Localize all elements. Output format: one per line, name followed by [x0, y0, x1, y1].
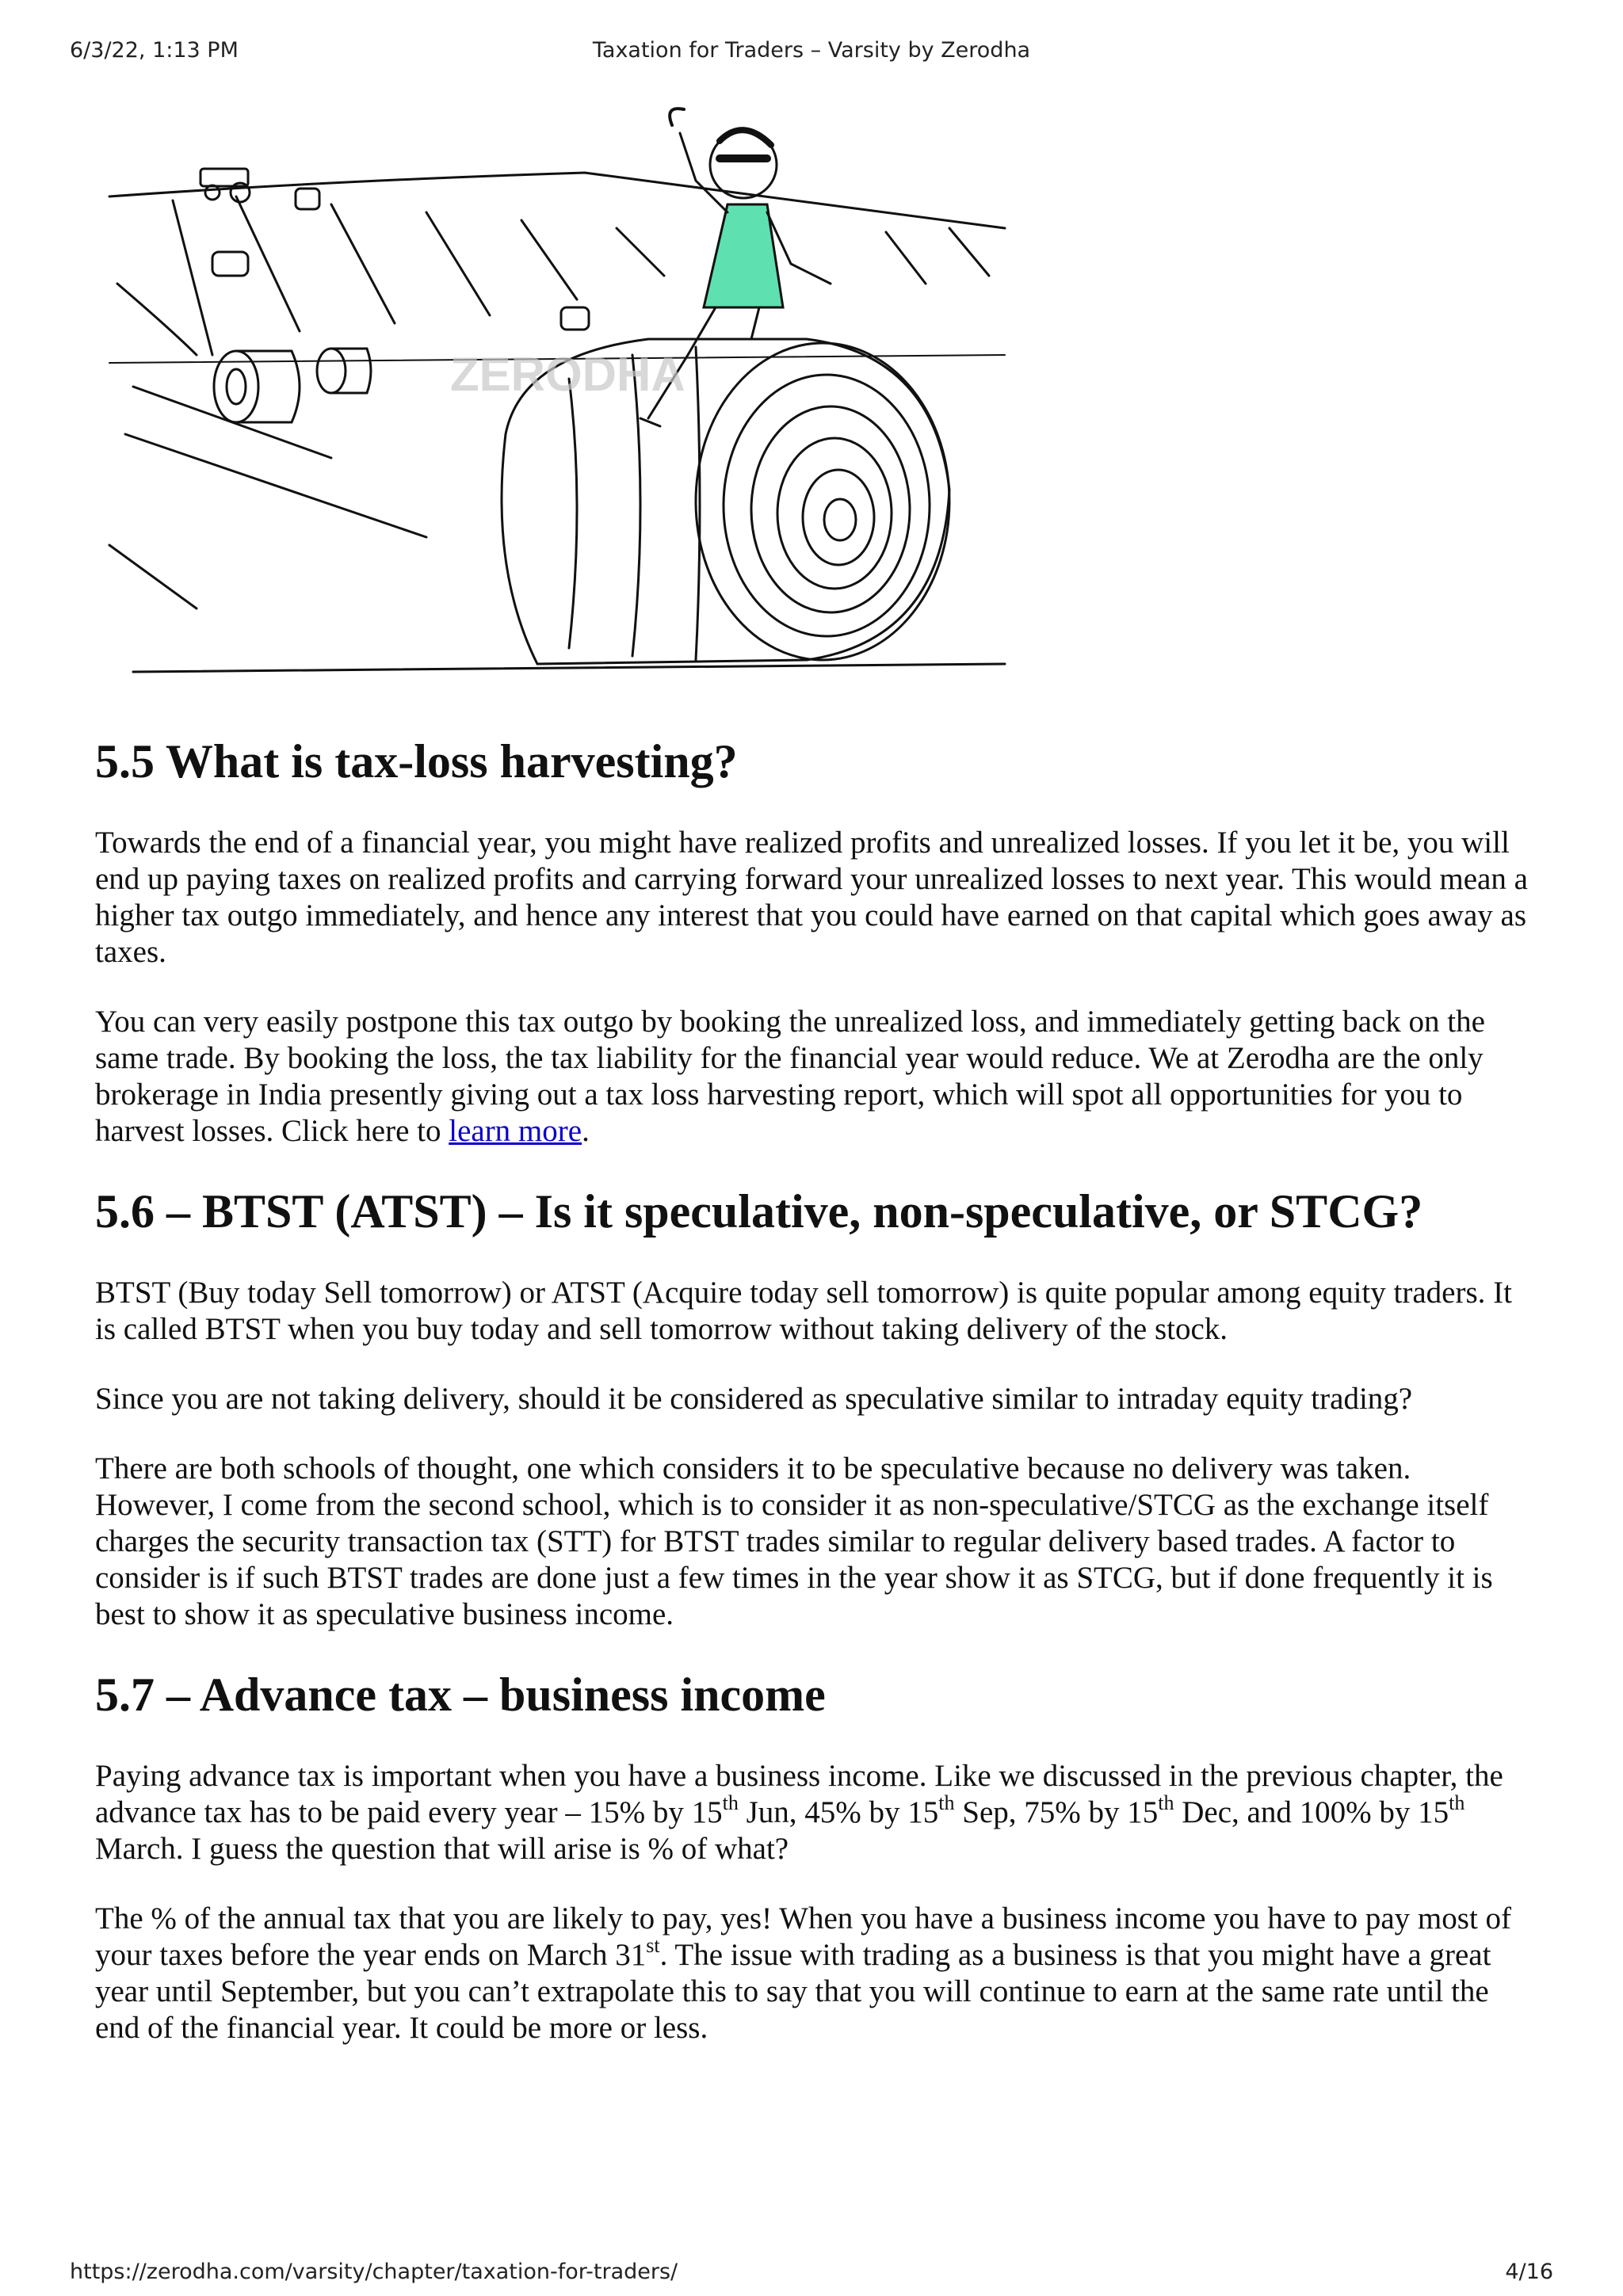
- page-title-header: Taxation for Traders – Varsity by Zerodha: [592, 38, 1031, 63]
- page-number: 4/16: [1505, 2260, 1553, 2284]
- print-datetime: 6/3/22, 1:13 PM: [70, 38, 239, 63]
- article-body: [95, 733, 1529, 2080]
- paragraph: The % of the annual tax that you are likely to pay, yes! When you have a business income you have to pay most of your taxes before the year ends on March 31st. The issue with trading as a business is that you might have a great year until September, but you can’t extrapolate this to say that you will continue to earn at the same rate until the end of the financial year. It could be more or less.: [95, 1901, 1512, 2045]
- paragraph: Paying advance tax is important when you have a business income. Like we discussed in the previous chapter, the advance tax has to be paid every year – 15% by 15th Jun, 45% by 15th Sep, 75% by 15th Dec, and 100% by 15th March. I guess the question that will arise is % of what?: [95, 1759, 1503, 1866]
- illustration-watermark: ZERODHA: [450, 348, 685, 401]
- section-heading-btst: 5.6 – BTST (ATST) – Is it speculative, non-speculative, or STCG?: [95, 1185, 1423, 1238]
- learn-more-link[interactable]: learn more: [449, 1114, 582, 1148]
- page-url: https://zerodha.com/varsity/chapter/taxation-for-traders/: [70, 2260, 678, 2284]
- paragraph: Towards the end of a financial year, you might have realized profits and unrealized losses. If you let it be, you will end up paying taxes on realized profits and carrying forward your unrealized losses to next year. This would mean a higher tax outgo immediately, and hence any interest that you could have earned on that capital which goes away as taxes.: [95, 826, 1528, 969]
- farmer-on-hay-bale-illustration: [94, 93, 1029, 696]
- paragraph: BTST (Buy today Sell tomorrow) or ATST (Acquire today sell tomorrow) is quite popular among equity traders. It is called BTST when you buy today and sell tomorrow without taking delivery of the stock.: [95, 1276, 1512, 1346]
- paragraph: There are both schools of thought, one which considers it to be speculative because no delivery was taken. However, I come from the second school, which is to consider it as non-speculative/STCG as the exchange itself charges the security transaction tax (STT) for BTST trades similar to regular delivery based trades. A factor to consider is if such BTST trades are done just a few times in the year show it as STCG, but if done frequently it is best to show it as speculative business income.: [95, 1451, 1493, 1631]
- paragraph: You can very easily postpone this tax outgo by booking the unrealized loss, and immediately getting back on the same trade. By booking the loss, the tax liability for the financial year would reduce. We at Zerodha are the only brokerage in India presently giving out a tax loss harvesting report, which will spot all opportunities for you to harvest losses. Click here to learn more.: [95, 1005, 1485, 1148]
- paragraph: Since you are not taking delivery, should it be considered as speculative similar to intraday equity trading?: [95, 1382, 1413, 1416]
- section-heading-advance-tax: 5.7 – Advance tax – business income: [95, 1669, 826, 1721]
- section-heading-tax-loss-harvesting: 5.5 What is tax-loss harvesting?: [95, 735, 738, 788]
